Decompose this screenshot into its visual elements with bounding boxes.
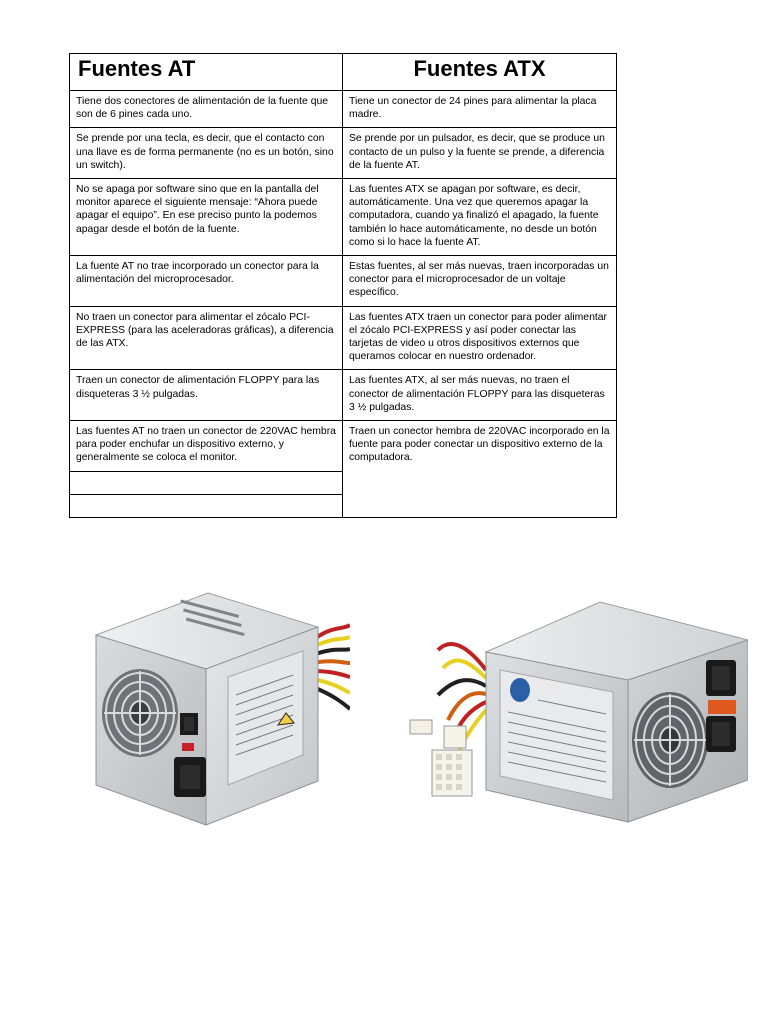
cell-at: Se prende por una tecla, es decir, que el contacto con una llave es de forma permanente (no es un botón, sino un switch).	[70, 128, 343, 179]
cell-at: Las fuentes AT no traen un conector de 220VAC hembra para poder enchufar un dispositivo externo, y generalmente se coloca el monitor.	[70, 421, 343, 472]
cell-atx: Traen un conector hembra de 220VAC incorporado en la fuente para poder conectar un dispositivo externo de la computadora.	[343, 421, 617, 518]
cell-atx: Estas fuentes, al ser más nuevas, traen incorporadas un conector para el microprocesador de un voltaje específico.	[343, 256, 617, 307]
cell-atx: Las fuentes ATX traen un conector para poder alimentar el zócalo PCI-EXPRESS y así poder conectar las tarjetas de video u otros dispositivos externos que queramos colocar en nuestro ordenador.	[343, 306, 617, 370]
atx-power-supply-image	[408, 600, 748, 825]
header-row	[70, 54, 617, 91]
cell-atx: Tiene un conector de 24 pines para alimentar la placa madre.	[343, 91, 617, 128]
at-power-supply-image	[88, 585, 350, 830]
table-row	[70, 421, 617, 472]
header-atx: Fuentes ATX	[343, 54, 617, 91]
cell-at: Tiene dos conectores de alimentación de la fuente que son de 6 pines cada uno.	[70, 91, 343, 128]
header-at: Fuentes AT	[70, 54, 343, 91]
cell-at: No se apaga por software sino que en la pantalla del monitor aparece el siguiente mensaje: “Ahora puede apagar el equipo”. En ese preciso punto la podemos apagar desde el botón de la fuente.	[70, 179, 343, 256]
empty-cell	[70, 495, 343, 518]
comparison-table	[69, 53, 617, 518]
table-row	[70, 370, 617, 421]
table-row	[70, 306, 617, 370]
cell-atx: Se prende por un pulsador, es decir, que se produce un contacto de un pulso y la fuente se prende, a diferencia de la fuente AT.	[343, 128, 617, 179]
table-row	[70, 179, 617, 256]
cell-at: Traen un conector de alimentación FLOPPY para las disqueteras 3 ½ pulgadas.	[70, 370, 343, 421]
empty-cell	[70, 472, 343, 495]
cell-atx: Las fuentes ATX, al ser más nuevas, no traen el conector de alimentación FLOPPY para las disqueteras 3 ½ pulgadas.	[343, 370, 617, 421]
cell-at: La fuente AT no trae incorporado un conector para la alimentación del microprocesador.	[70, 256, 343, 307]
table-row	[70, 256, 617, 307]
table-row	[70, 128, 617, 179]
table-row	[70, 91, 617, 128]
cell-atx: Las fuentes ATX se apagan por software, es decir, automáticamente. Una vez que queremos apagar la computadora, cuando ya finalizó el apagado, la fuente también lo hace automáticamente, no desde un botón como si lo hace la fuente AT.	[343, 179, 617, 256]
cell-at: No traen un conector para alimentar el zócalo PCI-EXPRESS (para las aceleradoras gráficas), a diferencia de las ATX.	[70, 306, 343, 370]
